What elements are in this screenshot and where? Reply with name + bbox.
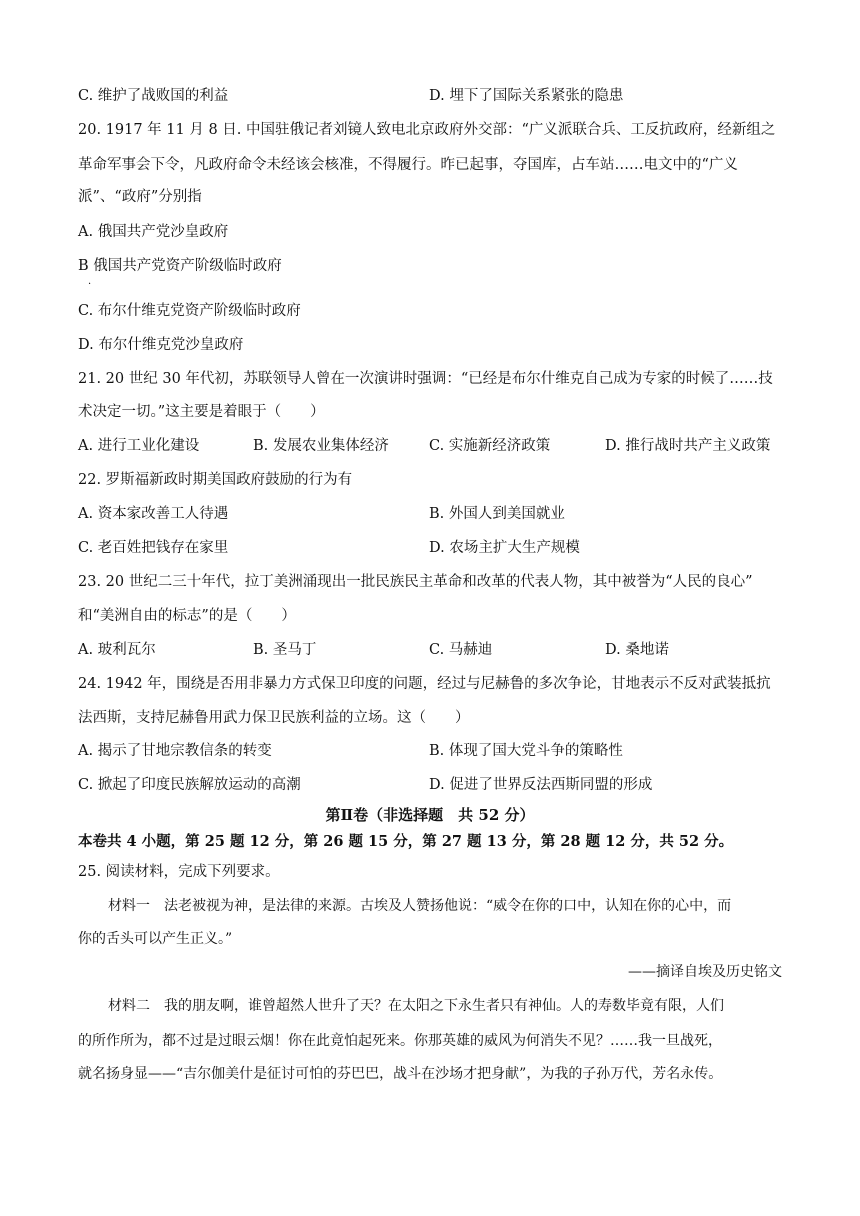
section-2-title: 第Ⅱ卷（非选择题 共 52 分） [325,806,535,824]
q20-option-b: B 俄国共产党资产阶级临时政府 [78,258,282,274]
q24-stem-line1: 24. 1942 年，围绕是否用非暴力方式保卫印度的问题，经过与尼赫鲁的多次争论，甘地表示不反对武装抵抗 [78,676,771,692]
q25-material-1-line1: 材料一 法老被视为神，是法律的来源。古埃及人赞扬他说：“威令在你的口中，认知在你的心中，而 [108,898,732,914]
q25-stem: 25. 阅读材料，完成下列要求。 [78,864,280,880]
q23-stem-line1: 23. 20 世纪二三十年代，拉丁美洲涌现出一批民族民主革命和改革的代表人物，其中被誉为“人民的良心” [78,574,753,590]
q19-option-c: C. 维护了战败国的利益 [78,88,229,104]
q20-stem-line1: 20. 1917 年 11 月 8 日. 中国驻俄记者刘镜人致电北京政府外交部：“广义派联合兵、工反抗政府，经新组之 [78,122,776,138]
q22-option-d: D. 农场主扩大生产规模 [429,540,580,556]
q22-option-a: A. 资本家改善工人待遇 [78,506,229,522]
q23-option-b: B. 圣马丁 [253,642,317,658]
q21-stem-line1: 21. 20 世纪 30 年代初，苏联领导人曾在一次演讲时强调：“已经是布尔什维克自己成为专家的时候了……技 [78,371,773,387]
q25-material-2-line1: 材料二 我的朋友啊，谁曾超然人世升了天？在太阳之下永生者只有神仙。人的寿数毕竟有限，人们 [108,998,724,1014]
q21-option-a: A. 进行工业化建设 [78,438,200,454]
q24-option-c: C. 掀起了印度民族解放运动的高潮 [78,777,301,793]
q23-option-a: A. 玻利瓦尔 [78,642,156,658]
q21-option-b: B. 发展农业集体经济 [253,438,389,454]
q21-option-d: D. 推行战时共产主义政策 [605,438,771,454]
q22-option-c: C. 老百姓把钱存在家里 [78,540,229,556]
q24-option-b: B. 体现了国大党斗争的策略性 [429,743,623,759]
q21-stem-line2: 术决定一切。”这主要是着眼于（ ） [78,404,325,420]
q20-stem-line3: 派”、“政府”分别指 [78,189,202,205]
q25-material-2-line2: 的所作所为，都不过是过眼云烟！你在此竟怕起死来。你那英雄的威风为何消失不见？……我一旦战死， [78,1033,722,1049]
stray-dot-mark: · [88,279,92,290]
section-2-note: 本卷共 4 小题，第 25 题 12 分，第 26 题 15 分，第 27 题 13 分，第 28 题 12 分，共 52 分。 [78,833,734,850]
q25-material-2-line3: 就名扬身显——“吉尔伽美什是征讨可怕的芬巴巴，战斗在沙场才把身献”，为我的子孙万代，芳名永传。 [78,1066,723,1082]
q23-option-c: C. 马赫迪 [429,642,493,658]
q20-stem-line2: 革命军事会下令，凡政府命令未经该会核准，不得履行。昨已起事，夺国库，占车站……电文中的“广义 [78,157,738,173]
q24-option-d: D. 促进了世界反法西斯同盟的形成 [429,777,653,793]
q23-option-d: D. 桑地诺 [605,642,669,658]
q20-option-c: C. 布尔什维克党资产阶级临时政府 [78,303,301,319]
q22-option-b: B. 外国人到美国就业 [429,506,565,522]
q25-material-1-line2: 你的舌头可以产生正义。” [78,931,233,947]
q19-option-d: D. 埋下了国际关系紧张的隐患 [429,88,624,104]
q20-option-d: D. 布尔什维克党沙皇政府 [78,337,244,353]
q20-option-a: A. 俄国共产党沙皇政府 [78,224,229,240]
q22-stem: 22. 罗斯福新政时期美国政府鼓励的行为有 [78,472,353,488]
q25-material-1-source: ——摘译自埃及历史铭文 [628,964,782,980]
q23-stem-line2: 和“美洲自由的标志”的是（ ） [78,608,296,624]
q21-option-c: C. 实施新经济政策 [429,438,551,454]
q24-stem-line2: 法西斯，支持尼赫鲁用武力保卫民族利益的立场。这（ ） [78,710,470,726]
q24-option-a: A. 揭示了甘地宗教信条的转变 [78,743,272,759]
